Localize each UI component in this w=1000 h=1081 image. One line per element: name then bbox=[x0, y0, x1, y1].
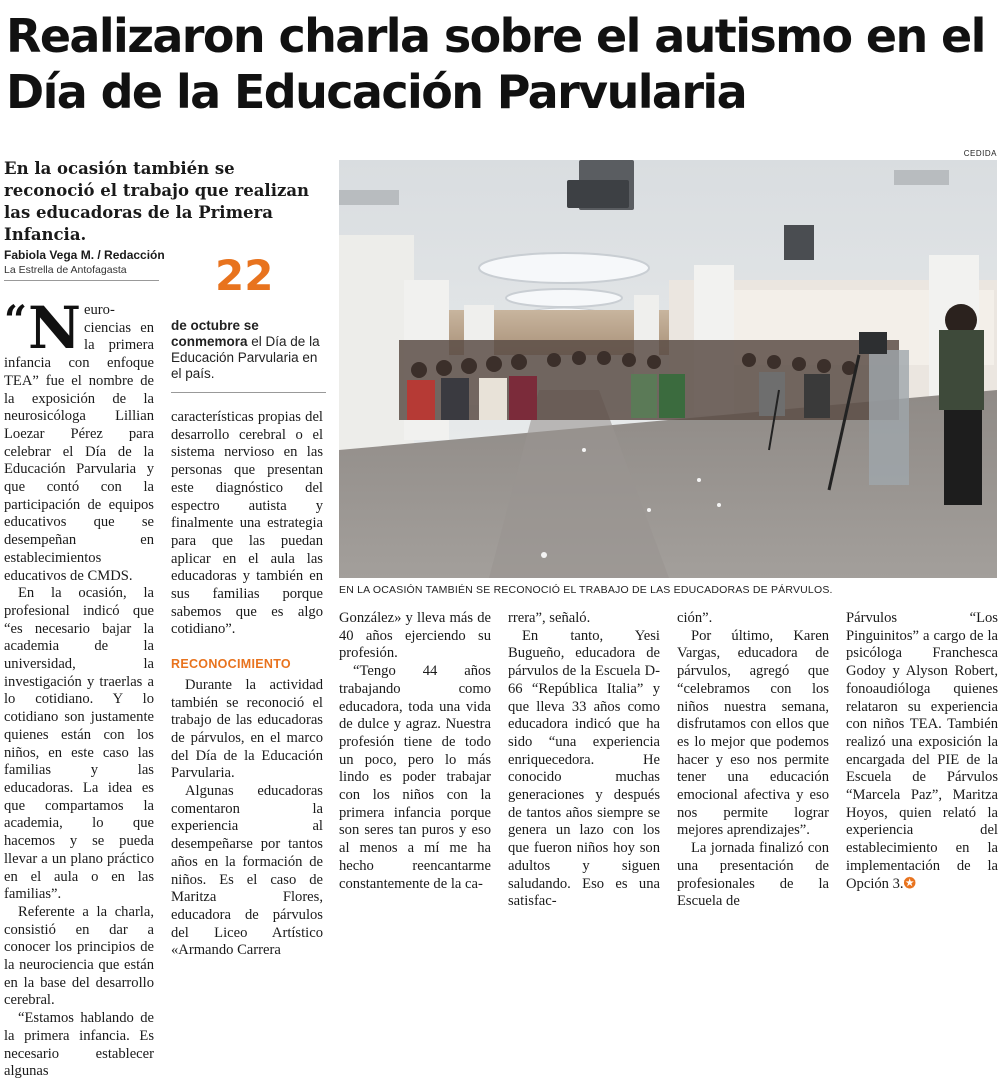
outlet-name: La Estrella de Antofagasta bbox=[4, 264, 127, 276]
col2-paragraph-3: Algunas educadoras comentaron la experiencia al desempeñarse por tantos años en la formación de niños. Es el caso de Maritza Flores, educadora de párvulos del Liceo Artístico «Armando Carrera bbox=[171, 783, 323, 959]
sidebar-note bbox=[171, 318, 329, 382]
column-5 bbox=[677, 610, 829, 911]
col1-paragraph-4: “Estamos hablando de la primera infancia. Es necesario establecer algunas bbox=[4, 1010, 154, 1080]
column-3 bbox=[339, 610, 491, 893]
column-6 bbox=[846, 610, 998, 893]
col3-paragraph-2: “Tengo 44 años trabajando como educadora, toda una vida de dulce y agraz. Nuestra profesión tiene de todo un poco, pero lo más lindo es poder trabajar con los niños con la primera infancia porque son seres tan puros y eso al menos a mí me ha hecho reencantarme constantemente de la ca- bbox=[339, 663, 491, 892]
byline bbox=[4, 248, 174, 277]
dropcap-letter: N bbox=[28, 294, 82, 362]
col6-text: Párvulos “Los Pinguinitos” a cargo de la psicóloga Franchesca Godoy y Alyson Robert, fonoaudióloga quienes relataron su experiencia con niños TEA. También realizó una exposición la encargada del PIE de la Escuela de Párvulos “Marcela Paz”, Maritza Hoyos, quien relató la experiencia del establecimiento en la implementación de la Opción 3. bbox=[846, 610, 998, 892]
sidebar-divider bbox=[171, 392, 326, 393]
col3-paragraph-1: González» y lleva más de 40 años ejerciendo su profesión. bbox=[339, 610, 491, 662]
byline-divider bbox=[4, 280, 159, 281]
col4-paragraph-2: En tanto, Yesi Bugueño, educadora de párvulos de la Escuela D-66 “República Italia” y que lleva 33 años como educadora indicó que ha sido “una experiencia enriquecedora. He conocido muchas generaciones y después de tantos años siempre se genera un lazo con los que fueron niños hoy son adultos y siguen saludando. Eso es una satisfac- bbox=[508, 627, 660, 910]
col2-paragraph-1: características propias del desarrollo cerebral o el sistema nervioso en las personas que presentan este diagnóstico del espectro autista y finalmente una estrategia para que las puedan aplicar en el aula las educadoras y también en sus familias porque sabemos que es algo cotidiano”. bbox=[171, 409, 323, 638]
conference-room-image bbox=[339, 160, 997, 578]
col6-paragraph-1 bbox=[846, 610, 998, 893]
lead-text: eurociencias en la primera infancia con enfoque TEA” fue el nombre de la exposición de la neurosicóloga Lillian Loezar Pérez para celebrar el Día de la Educación Parvularia y que contó con la participación de equipos educativos que se desempeñan en establecimientos educativos de CMDS. bbox=[4, 302, 154, 584]
col1-paragraph-2: En la ocasión, la profesional indicó que “es necesario bajar la academia de la universidad, la investigación y traerlas a lo cotidiano. Y lo cotidiano son justamente quienes están con los niños, en este caso las familias y las educadoras. La idea es que compartamos la academia, lo que hacemos y se pueda llevar a un plano práctico en el aula o en las familias”. bbox=[4, 585, 154, 903]
col5-paragraph-1: ción”. bbox=[677, 610, 713, 626]
column-2 bbox=[171, 409, 323, 960]
col4-paragraph-1: rrera”, señaló. bbox=[508, 610, 591, 626]
headline: Realizaron charla sobre el autismo en el Día de la Educación Parvularia bbox=[6, 9, 985, 119]
col2-paragraph-2: Durante la actividad también se reconoció el trabajo de las educadoras de párvulos, en el marco del Día de la Educación Parvularia. bbox=[171, 676, 323, 782]
subheadline: En la ocasión también se reconoció el trabajo que realizan las educadoras de la Primera Infancia. bbox=[4, 159, 310, 244]
col5-paragraph-2: Por último, Karen Vargas, educadora de párvulos, agregó que “celebramos con los niños nuestra semana, disfrutamos con ellos que es lo mejor que podemos hacer y eso nos permite tener una educación emocional afectiva y eso nos permite lograr mejores aprendizajes”. bbox=[677, 627, 829, 839]
photo-credit: CEDIDA bbox=[963, 149, 997, 158]
dropcap-quote-mark: “ bbox=[4, 297, 28, 344]
col5-paragraph-3: La jornada finalizó con una presentación de profesionales de la Escuela de bbox=[677, 840, 829, 910]
author-name: Fabiola Vega M. / Redacción bbox=[4, 248, 165, 262]
column-1 bbox=[4, 294, 154, 1081]
end-of-article-icon: ✪ bbox=[903, 875, 916, 892]
section-title: RECONOCIMIENTO bbox=[171, 657, 291, 672]
lead-paragraph bbox=[4, 294, 154, 585]
photo-caption: EN LA OCASIÓN TAMBIÉN SE RECONOCIÓ EL TRABAJO DE LAS EDUCADORAS DE PÁRVULOS. bbox=[339, 584, 833, 596]
sidebar-note-bold: de octubre se conmemora bbox=[171, 318, 259, 349]
column-4 bbox=[508, 610, 660, 911]
event-photo bbox=[339, 160, 997, 578]
sidebar-note-text: el Día de la Educación Parvularia en el país. bbox=[171, 334, 320, 381]
col1-paragraph-3: Referente a la charla, consistió en dar a conocer los principios de la neurociencia que están en la base del desarrollo cerebral. bbox=[4, 903, 154, 1009]
sidebar-number: 22 bbox=[215, 251, 274, 300]
